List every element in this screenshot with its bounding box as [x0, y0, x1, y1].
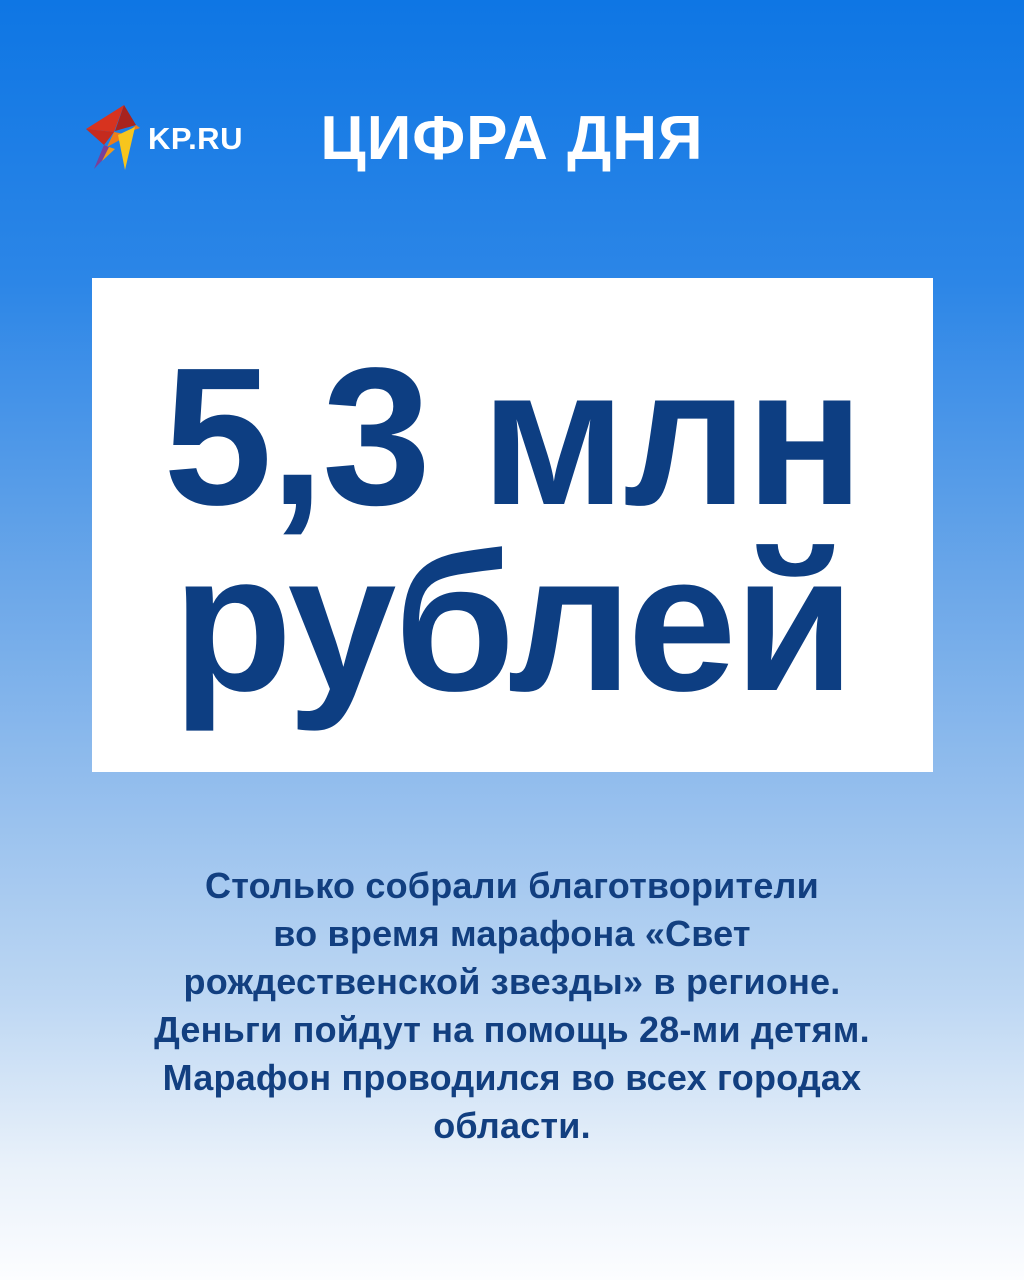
description-line: области.: [433, 1105, 591, 1146]
figure-value-line1: 5,3 млн: [163, 326, 862, 546]
description-line: Столько собрали благотворители: [205, 865, 819, 906]
description-line: Марафон проводился во всех городах: [162, 1057, 862, 1098]
description-line: рождественской звезды» в регионе.: [183, 961, 841, 1002]
figure-card: [92, 278, 933, 772]
header: [0, 0, 1024, 200]
description-line: во время марафона «Свет: [273, 913, 751, 954]
brand-name: KP.RU: [148, 121, 243, 156]
description-line: Деньги пойдут на помощь 28-ми детям.: [154, 1009, 870, 1050]
page-title: ЦИФРА ДНЯ: [320, 104, 704, 173]
description: [60, 862, 964, 1150]
figure-value-line2: рублей: [172, 513, 853, 732]
